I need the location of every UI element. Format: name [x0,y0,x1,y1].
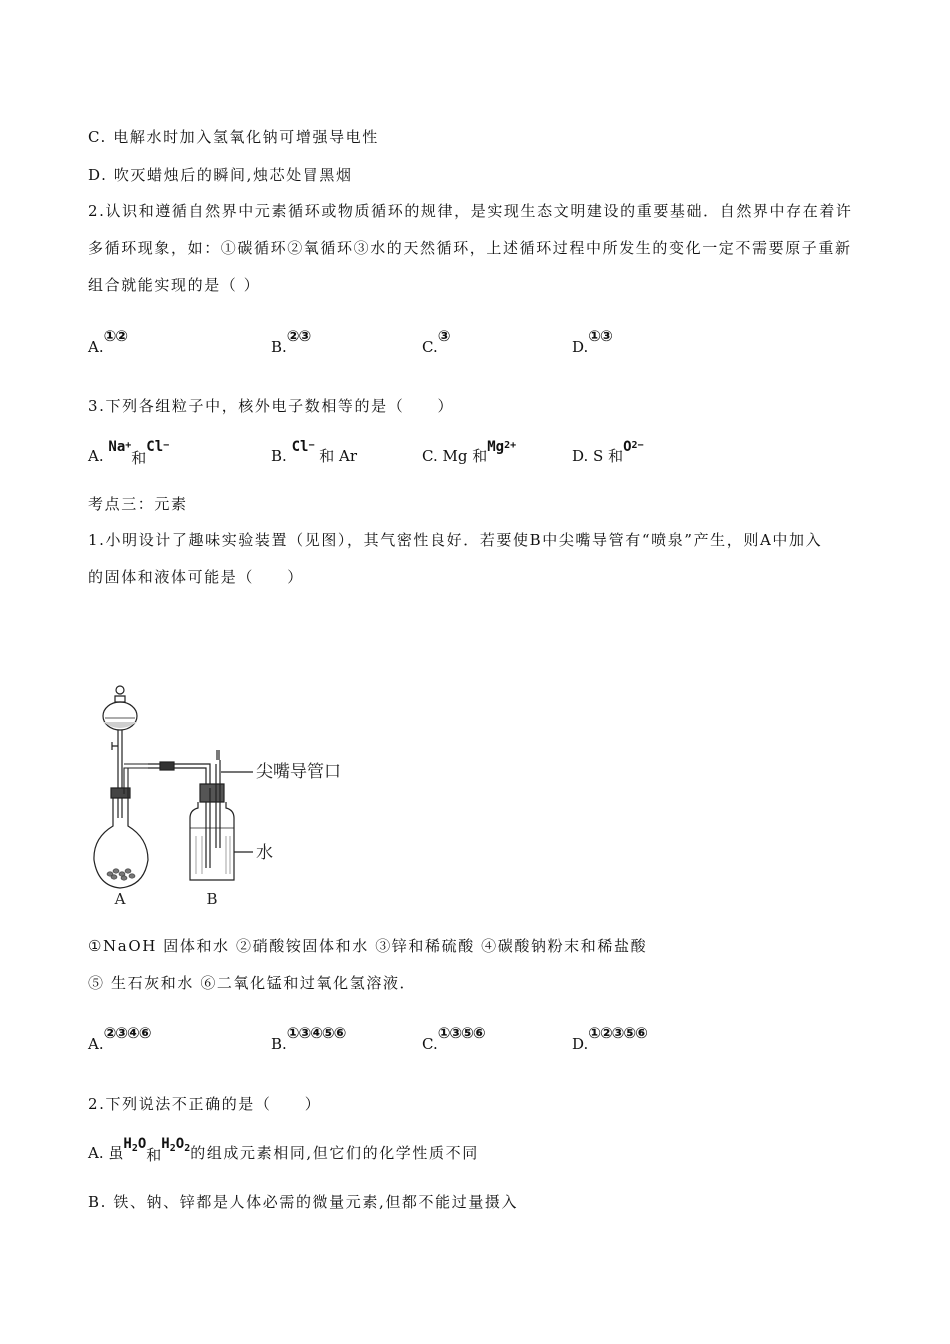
formula-charge: + [125,440,132,451]
option-c-previous: C. 电解水时加入氢氧化钠可增强导电性 [88,128,379,146]
label-b: B [206,890,218,908]
q2-option-c [422,327,450,357]
option-value: ②③ [286,327,311,345]
option-rest: 和 Ar [319,447,358,465]
formula-symbol: H [123,1136,132,1152]
formula-symbol: O [175,1136,185,1152]
q2-option-a [88,327,128,357]
q3-option-a [88,439,170,469]
question-2-text-line1: 2.认识和遵循自然界中元素循环或物质循环的规律，是实现生态文明建设的重要基础．自然界中存在着许 [88,202,853,220]
formula-charge: − [308,440,315,451]
option-letter: B. [271,447,287,465]
option-letter: A. [88,338,104,356]
solid-particles [107,869,135,880]
formula-cl-minus [292,439,315,455]
option-value: ①③⑤⑥ [437,1024,485,1042]
s2-option-b: B. 铁、钠、锌都是人体必需的微量元素,但都不能过量摄入 [88,1193,519,1211]
option-prefix: Mg 和 [442,447,488,465]
bottle-b [190,750,253,880]
connector-text: 和 [131,449,147,467]
q3-option-b [271,439,358,469]
q2-option-d [572,327,612,357]
formula-symbol: H [161,1136,170,1152]
option-letter: A. [88,447,104,465]
s2-option-a [88,1136,479,1166]
option-letter: D. [572,338,589,356]
formula-na-plus [108,439,131,455]
label-a: A [114,890,126,908]
option-value: ①③ [588,327,612,345]
formula-h2o2 [161,1136,190,1152]
label-water: 水 [256,843,273,863]
choices-list-line2: ⑤ 生石灰和水 ⑥二氧化锰和过氧化氢溶液． [88,974,417,992]
formula-symbol: O [137,1136,147,1152]
section-heading: 考点三：元素 [88,495,188,513]
choices-list-line1: ①NaOH 固体和水 ②硝酸铵固体和水 ③锌和稀硫酸 ④碳酸钠粉末和稀盐酸 [88,937,648,955]
formula-symbol: Cl [291,439,309,455]
q3-option-c [422,439,517,469]
question-3-text: 3.下列各组粒子中，核外电子数相等的是（ ） [88,397,455,415]
s1-option-a [88,1024,151,1054]
formula-symbol: O [623,439,632,455]
formula-charge: 2+ [504,440,517,451]
option-value: ①③④⑤⑥ [286,1024,346,1042]
round-bottom-flask-a [94,764,148,888]
section-question-2: 2.下列说法不正确的是（ ） [88,1095,322,1113]
formula-symbol: Mg [487,439,505,455]
formula-h2o [123,1136,146,1152]
s1-option-d [572,1024,647,1054]
question-2-text-line2: 多循环现象，如：①碳循环②氧循环③水的天然循环，上述循环过程中所发生的变化一定不需要原子重新 [88,239,852,257]
option-value: ②③④⑥ [103,1024,151,1042]
experiment-apparatus-figure [88,668,388,910]
q3-option-d [572,439,644,469]
formula-charge: − [163,440,170,451]
s1-option-b [271,1024,346,1054]
option-value: ③ [437,327,450,345]
option-value: ①② [103,327,128,345]
option-d-previous: D. 吹灭蜡烛后的瞬间,烛芯处冒黑烟 [88,166,353,184]
formula-o-2minus [623,439,643,455]
s1-option-c [422,1024,485,1054]
option-letter: A. 虽 [88,1144,124,1162]
option-letter: C. [422,1035,438,1053]
option-letter: C. [422,447,438,465]
formula-symbol: Na [108,439,126,455]
section-question-1-line2: 的固体和液体可能是（ ） [88,568,304,586]
option-letter: D. [572,1035,589,1053]
option-letter: B. [271,338,287,356]
formula-subscript: 2 [169,1143,176,1154]
option-letter: D. [572,447,589,465]
formula-subscript: 2 [184,1143,191,1154]
formula-subscript: 2 [131,1143,138,1154]
section-question-1-line1: 1.小明设计了趣味实验装置（见图），其气密性良好．若要使B中尖嘴导管有“喷泉”产生，则A中加入 [88,531,823,549]
option-rest: 的组成元素相同,但它们的化学性质不同 [190,1144,479,1162]
water-hatching [196,836,230,874]
formula-mg-2plus [487,439,516,455]
label-tip: 尖嘴导管口 [256,762,341,782]
option-value: ①②③⑤⑥ [588,1024,647,1042]
connector-text: 和 [146,1146,162,1164]
formula-charge: 2− [631,440,644,451]
option-letter: B. [271,1035,287,1053]
option-letter: C. [422,338,438,356]
formula-symbol: Cl [146,439,164,455]
formula-cl-minus [146,439,169,455]
option-letter: A. [88,1035,104,1053]
question-2-text-line3: 组合就能实现的是（ ） [88,276,261,294]
q2-option-b [271,327,311,357]
option-prefix: S 和 [593,447,624,465]
